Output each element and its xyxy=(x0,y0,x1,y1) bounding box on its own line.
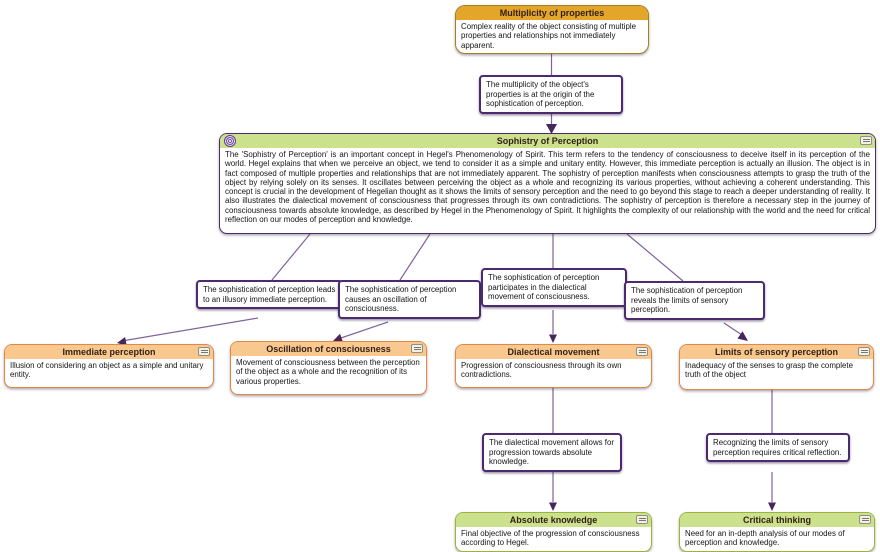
node-body: Need for an in-depth analysis of our modes of perception and knowledge. xyxy=(685,529,845,548)
node-title: Dialectical movement xyxy=(507,347,600,357)
node-header xyxy=(456,6,648,20)
node-body: Movement of consciousness between the perception of the object as a whole and the recognition of its various properties. xyxy=(236,358,420,386)
note-icon[interactable] xyxy=(858,347,870,356)
node-header xyxy=(231,342,426,356)
note-icon[interactable] xyxy=(411,344,423,353)
edge-label-limits-to-critical[interactable]: Recognizing the limits of sensory perception requires critical reflection. xyxy=(706,433,850,462)
node-header xyxy=(680,513,874,527)
note-icon[interactable] xyxy=(859,515,871,524)
node-title: Sophistry of Perception xyxy=(496,136,599,146)
node-dialectical-movement[interactable] xyxy=(455,344,652,388)
note-icon[interactable] xyxy=(860,136,872,145)
node-header xyxy=(456,513,651,527)
note-icon[interactable] xyxy=(198,347,210,356)
node-body: Complex reality of the object consisting of multiple properties and relationships not immediately apparent. xyxy=(461,22,636,50)
node-body: Inadequacy of the senses to grasp the complete truth of the object xyxy=(685,361,854,380)
edge-label-sophistry-to-immediate[interactable]: The sophistication of perception leads to an illusory immediate perception. xyxy=(196,280,343,309)
note-icon[interactable] xyxy=(636,347,648,356)
edge-label-dialectical-to-absolute[interactable]: The dialectical movement allows for progression towards absolute knowledge. xyxy=(482,433,622,472)
node-header xyxy=(680,345,873,359)
node-title: Multiplicity of properties xyxy=(499,8,605,18)
edge-label-sophistry-to-limits[interactable]: The sophistication of perception reveals the limits of sensory perception. xyxy=(624,281,765,320)
node-immediate-perception[interactable] xyxy=(4,344,214,388)
node-oscillation-of-consciousness[interactable] xyxy=(230,341,427,395)
node-title: Critical thinking xyxy=(742,515,811,525)
node-body: Progression of consciousness through its own contradictions. xyxy=(461,361,622,380)
node-header xyxy=(5,345,213,359)
note-icon[interactable] xyxy=(636,515,648,524)
edge-label-sophistry-to-dialectical[interactable]: The sophistication of perception participates in the dialectical movement of consciousness. xyxy=(481,268,627,307)
node-title: Absolute knowledge xyxy=(509,515,598,525)
node-body: The 'Sophistry of Perception' is an important concept in Hegel's Phenomenology of Spirit. This term refers to the tendency of consciousness to deceive itself in its perception of the world. Hegel explains that when we perceive an object, we tend to consider it as a simple and unitary entity. However, this immediate perception is actually an illusion. The object is in fact composed of multiple properties and relationships that are not immediately apparent. The sophistry of perception manifests when consciousness attempts to grasp the truth of the object by relying solely on its senses. It oscillates between perceiving the object as a whole and recognizing its various properties, without achieving a coherent understanding. This concept is crucial in the development of Hegelian thought as it shows the limits of sensory perception and the need to go beyond this stage to reach a deeper understanding of reality. It also illustrates the dialectical movement of consciousness that progresses through its own contradictions. The sophistry of perception is therefore a necessary step in the journey of consciousness towards absolute knowledge, as described by Hegel in the Phenomenology of Spirit. It highlights the complexity of our relationship with the world and the need for critical reflection on our modes of perception and knowledge. xyxy=(225,150,870,225)
node-limits-of-sensory-perception[interactable] xyxy=(679,344,874,390)
node-body: Final objective of the progression of consciousness according to Hegel. xyxy=(461,529,640,548)
node-title: Oscillation of consciousness xyxy=(266,344,391,354)
node-header xyxy=(220,134,875,148)
node-body: Illusion of considering an object as a simple and unitary entity. xyxy=(10,361,204,380)
node-critical-thinking[interactable] xyxy=(679,512,875,552)
edge-label-multiplicity-to-sophistry[interactable]: The multiplicity of the object's properties is at the origin of the sophistication of perception. xyxy=(479,75,623,114)
node-absolute-knowledge[interactable] xyxy=(455,512,652,552)
node-sophistry-of-perception[interactable] xyxy=(219,133,876,234)
node-title: Immediate perception xyxy=(62,347,156,357)
edge-label-sophistry-to-oscillation[interactable]: The sophistication of perception causes an oscillation of consciousness. xyxy=(338,280,481,319)
node-multiplicity-of-properties[interactable] xyxy=(455,5,649,54)
node-header xyxy=(456,345,651,359)
spiral-icon[interactable] xyxy=(224,135,236,147)
node-title: Limits of sensory perception xyxy=(714,347,839,357)
